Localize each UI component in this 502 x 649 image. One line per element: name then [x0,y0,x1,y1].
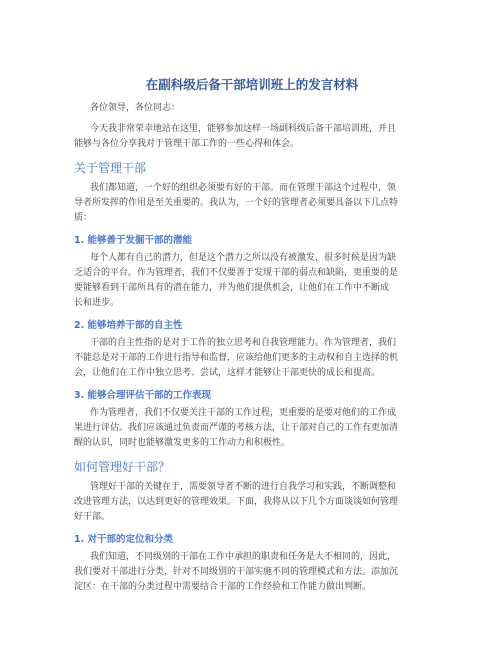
document-title: 在副科级后备干部培训班上的发言材料 [145,77,359,92]
subsection-heading: 1. 能够善于发掘干部的潜能 [74,235,193,246]
subsection-heading: 2. 能够培养干部的自主性 [74,320,183,331]
subsection-paragraph: 作为管理者，我们不仅要关注干部的工作过程，更重要的是要对他们的工作成 果进行评估。我们应该通过负责而严谨的考核方法，让干部对自己的工作有更加清 醒的认识，同时也能够激发更多的工作动力和积极性。 [74,408,399,448]
section-heading: 关于管理干部 [74,161,147,175]
section-paragraph: 管理好干部的关键在于，需要领导者不断的进行自我学习和实践，不断调整和 改进管理方法，以达到更好的管理效果。下面，我将从以下几个方面谈谈如何管理 好干部。 [74,482,399,522]
subsection-paragraph: 干部的自主性指的是对于工作的独立思考和自我管理能力。作为管理者，我们 不能总是对干部的工作进行指导和监督，应该给他们更多的主动权和自主选择的机 会，让他们在工作中独立思考、尝试，这样才能够让干部更快的成长和提高。 [74,338,399,378]
subsection-heading: 1. 对干部的定位和分类 [74,534,174,545]
greeting: 各位领导，各位同志： [90,103,181,113]
section-heading: 如何管理好干部？ [74,460,171,474]
section-paragraph: 我们都知道，一个好的组织必须要有好的干部。而在管理干部这个过程中，领 导者所发挥的作用是至关重要的。我认为，一个好的管理者必须要具备以下几点特 质： [74,183,399,223]
subsection-paragraph: 我们知道，不同级别的干部在工作中承担的职责和任务是大不相同的，因此， 我们要对干部进行分类，针对不同级别的干部实施不同的管理模式和方法。添加沉 淀区：在干部的分类过程中需要结合干部的工作经验和工作能力做出判断。 [74,552,399,592]
intro-paragraph: 今天我非常荣幸地站在这里，能够参加这样一场副科级后备干部培训班，并且 能够与各位分享我对于管理干部工作的一些心得和体会。 [74,124,397,149]
subsection-paragraph: 每个人都有自己的潜力，但是这个潜力之所以没有被激发，很多时候是因为缺 乏适合的平台。作为管理者，我们不仅要善于发现干部的弱点和缺陷，更重要的是 要能够看到干部所具有的潜在能力，并为他们提供机会，让他们在工作中不断成 长和进步。 [74,253,399,308]
subsection-heading: 3. 能够合理评估干部的工作表现 [74,390,212,401]
